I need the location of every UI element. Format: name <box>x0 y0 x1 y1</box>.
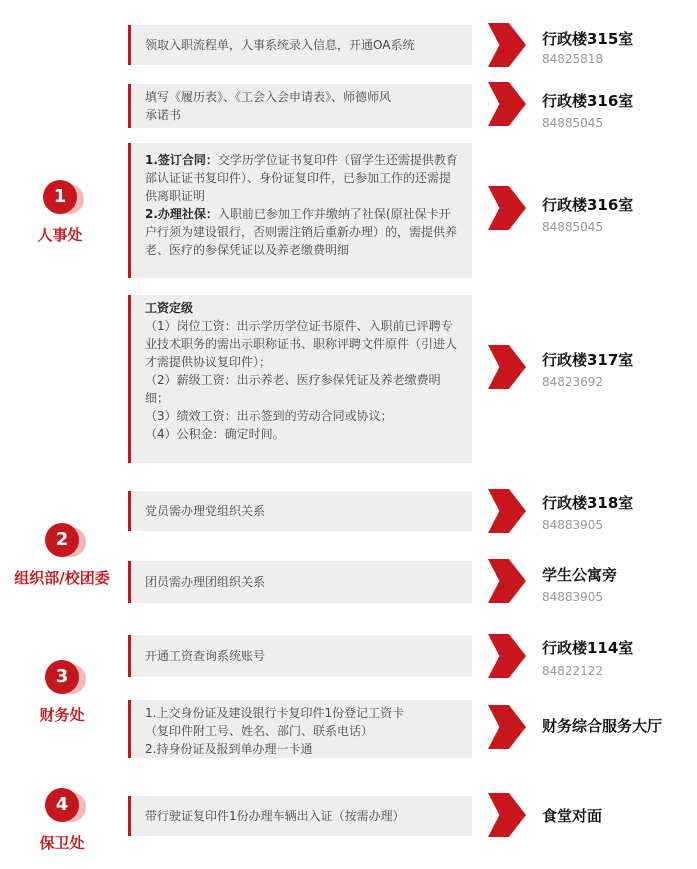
item-bold-label: 2.办理社保： <box>145 207 218 221</box>
department-label: 组织部/校团委 <box>14 569 110 587</box>
location-label: 学生公寓旁 <box>542 566 618 584</box>
item-box <box>128 561 472 603</box>
step-number-badge: 2 <box>45 523 79 557</box>
location-label: 财务综合服务大厅 <box>542 717 663 735</box>
arrow-icon <box>488 345 526 389</box>
arrow-icon <box>488 634 526 678</box>
item-bold-label: 1.签订合同： <box>145 153 218 167</box>
item-text: 带行驶证复印件1份办理车辆出入证（按需办理） <box>145 809 405 823</box>
step-number-badge: 1 <box>43 180 77 214</box>
item-text: （复印件附工号、姓名、部门、联系电话） <box>145 724 374 738</box>
arrow-icon <box>488 489 526 533</box>
arrow-icon <box>488 705 526 749</box>
location-label: 行政楼316室 <box>542 92 634 110</box>
item-box <box>128 491 472 531</box>
item-text: （2）薪级工资：出示养老、医疗参保凭证及养老缴费明细； <box>145 373 441 405</box>
item-box <box>128 25 472 65</box>
phone-number: 84883905 <box>542 518 604 532</box>
item-text: 2.持身份证及报到单办理一卡通 <box>145 742 313 756</box>
item-text: 入职前已参加工作并缴纳了社保(原社保卡开户行须为建设银行，否则需注销后重新办理）的，需提供养老、医疗的参保凭证以及养老缴费明细 <box>145 207 458 257</box>
item-paragraph <box>145 205 462 259</box>
phone-number: 84885045 <box>542 220 604 234</box>
item-text: 1.上交身份证及建设银行卡复印件1份登记工资卡 <box>145 706 405 720</box>
item-box <box>128 635 472 677</box>
item-text: （4）公积金：确定时间。 <box>145 427 285 441</box>
step-4 <box>32 788 92 853</box>
item-text: 交学历学位证书复印件（留学生还需提供教育部认证证书复印件）、身份证复印件，已参加工作的还需提供离职证明 <box>145 153 458 203</box>
phone-number: 84885045 <box>542 116 604 130</box>
item-box <box>128 295 472 463</box>
arrow-icon <box>488 186 526 230</box>
location-label: 行政楼315室 <box>542 30 634 48</box>
location-label: 行政楼317室 <box>542 351 634 369</box>
item-box <box>128 143 472 278</box>
department-label: 财务处 <box>39 706 85 724</box>
arrow-icon <box>488 23 526 67</box>
step-1 <box>30 180 90 245</box>
item-box <box>128 700 472 758</box>
item-text: 承诺书 <box>145 108 182 122</box>
arrow-icon <box>488 793 526 837</box>
location-label: 食堂对面 <box>542 807 603 825</box>
location-label: 行政楼114室 <box>542 639 634 657</box>
arrow-icon <box>488 82 526 126</box>
step-3 <box>32 660 92 725</box>
item-title: 工资定级 <box>145 301 194 315</box>
item-box <box>128 796 472 836</box>
item-box <box>128 84 472 128</box>
item-text: 填写《履历表》、《工会入会申请表》、师德师风 <box>145 90 392 104</box>
step-number-badge: 3 <box>45 660 79 694</box>
item-text: 党员需办理党组织关系 <box>145 504 266 518</box>
phone-number: 84823692 <box>542 375 604 389</box>
item-text: （3）绩效工资：出示签到的劳动合同或协议； <box>145 409 393 423</box>
phone-number: 84822122 <box>542 664 604 678</box>
phone-number: 84825818 <box>542 52 604 66</box>
arrow-icon <box>488 559 526 603</box>
phone-number: 84883905 <box>542 590 604 604</box>
department-label: 人事处 <box>37 226 83 244</box>
item-text: （1）岗位工资：出示学历学位证书原件、入职前已评聘专业技术职务的需出示职称证书、职称评聘文件原件（引进人才需提供协议复印件）； <box>145 319 458 369</box>
item-text: 开通工资查询系统账号 <box>145 649 266 663</box>
step-2 <box>2 523 122 588</box>
location-label: 行政楼318室 <box>542 494 634 512</box>
item-paragraph <box>145 151 462 205</box>
location-label: 行政楼316室 <box>542 196 634 214</box>
step-number-badge: 4 <box>45 788 79 822</box>
item-text: 团员需办理团组织关系 <box>145 575 266 589</box>
department-label: 保卫处 <box>39 834 85 852</box>
item-text: 领取入职流程单，人事系统录入信息，开通OA系统 <box>145 38 415 52</box>
